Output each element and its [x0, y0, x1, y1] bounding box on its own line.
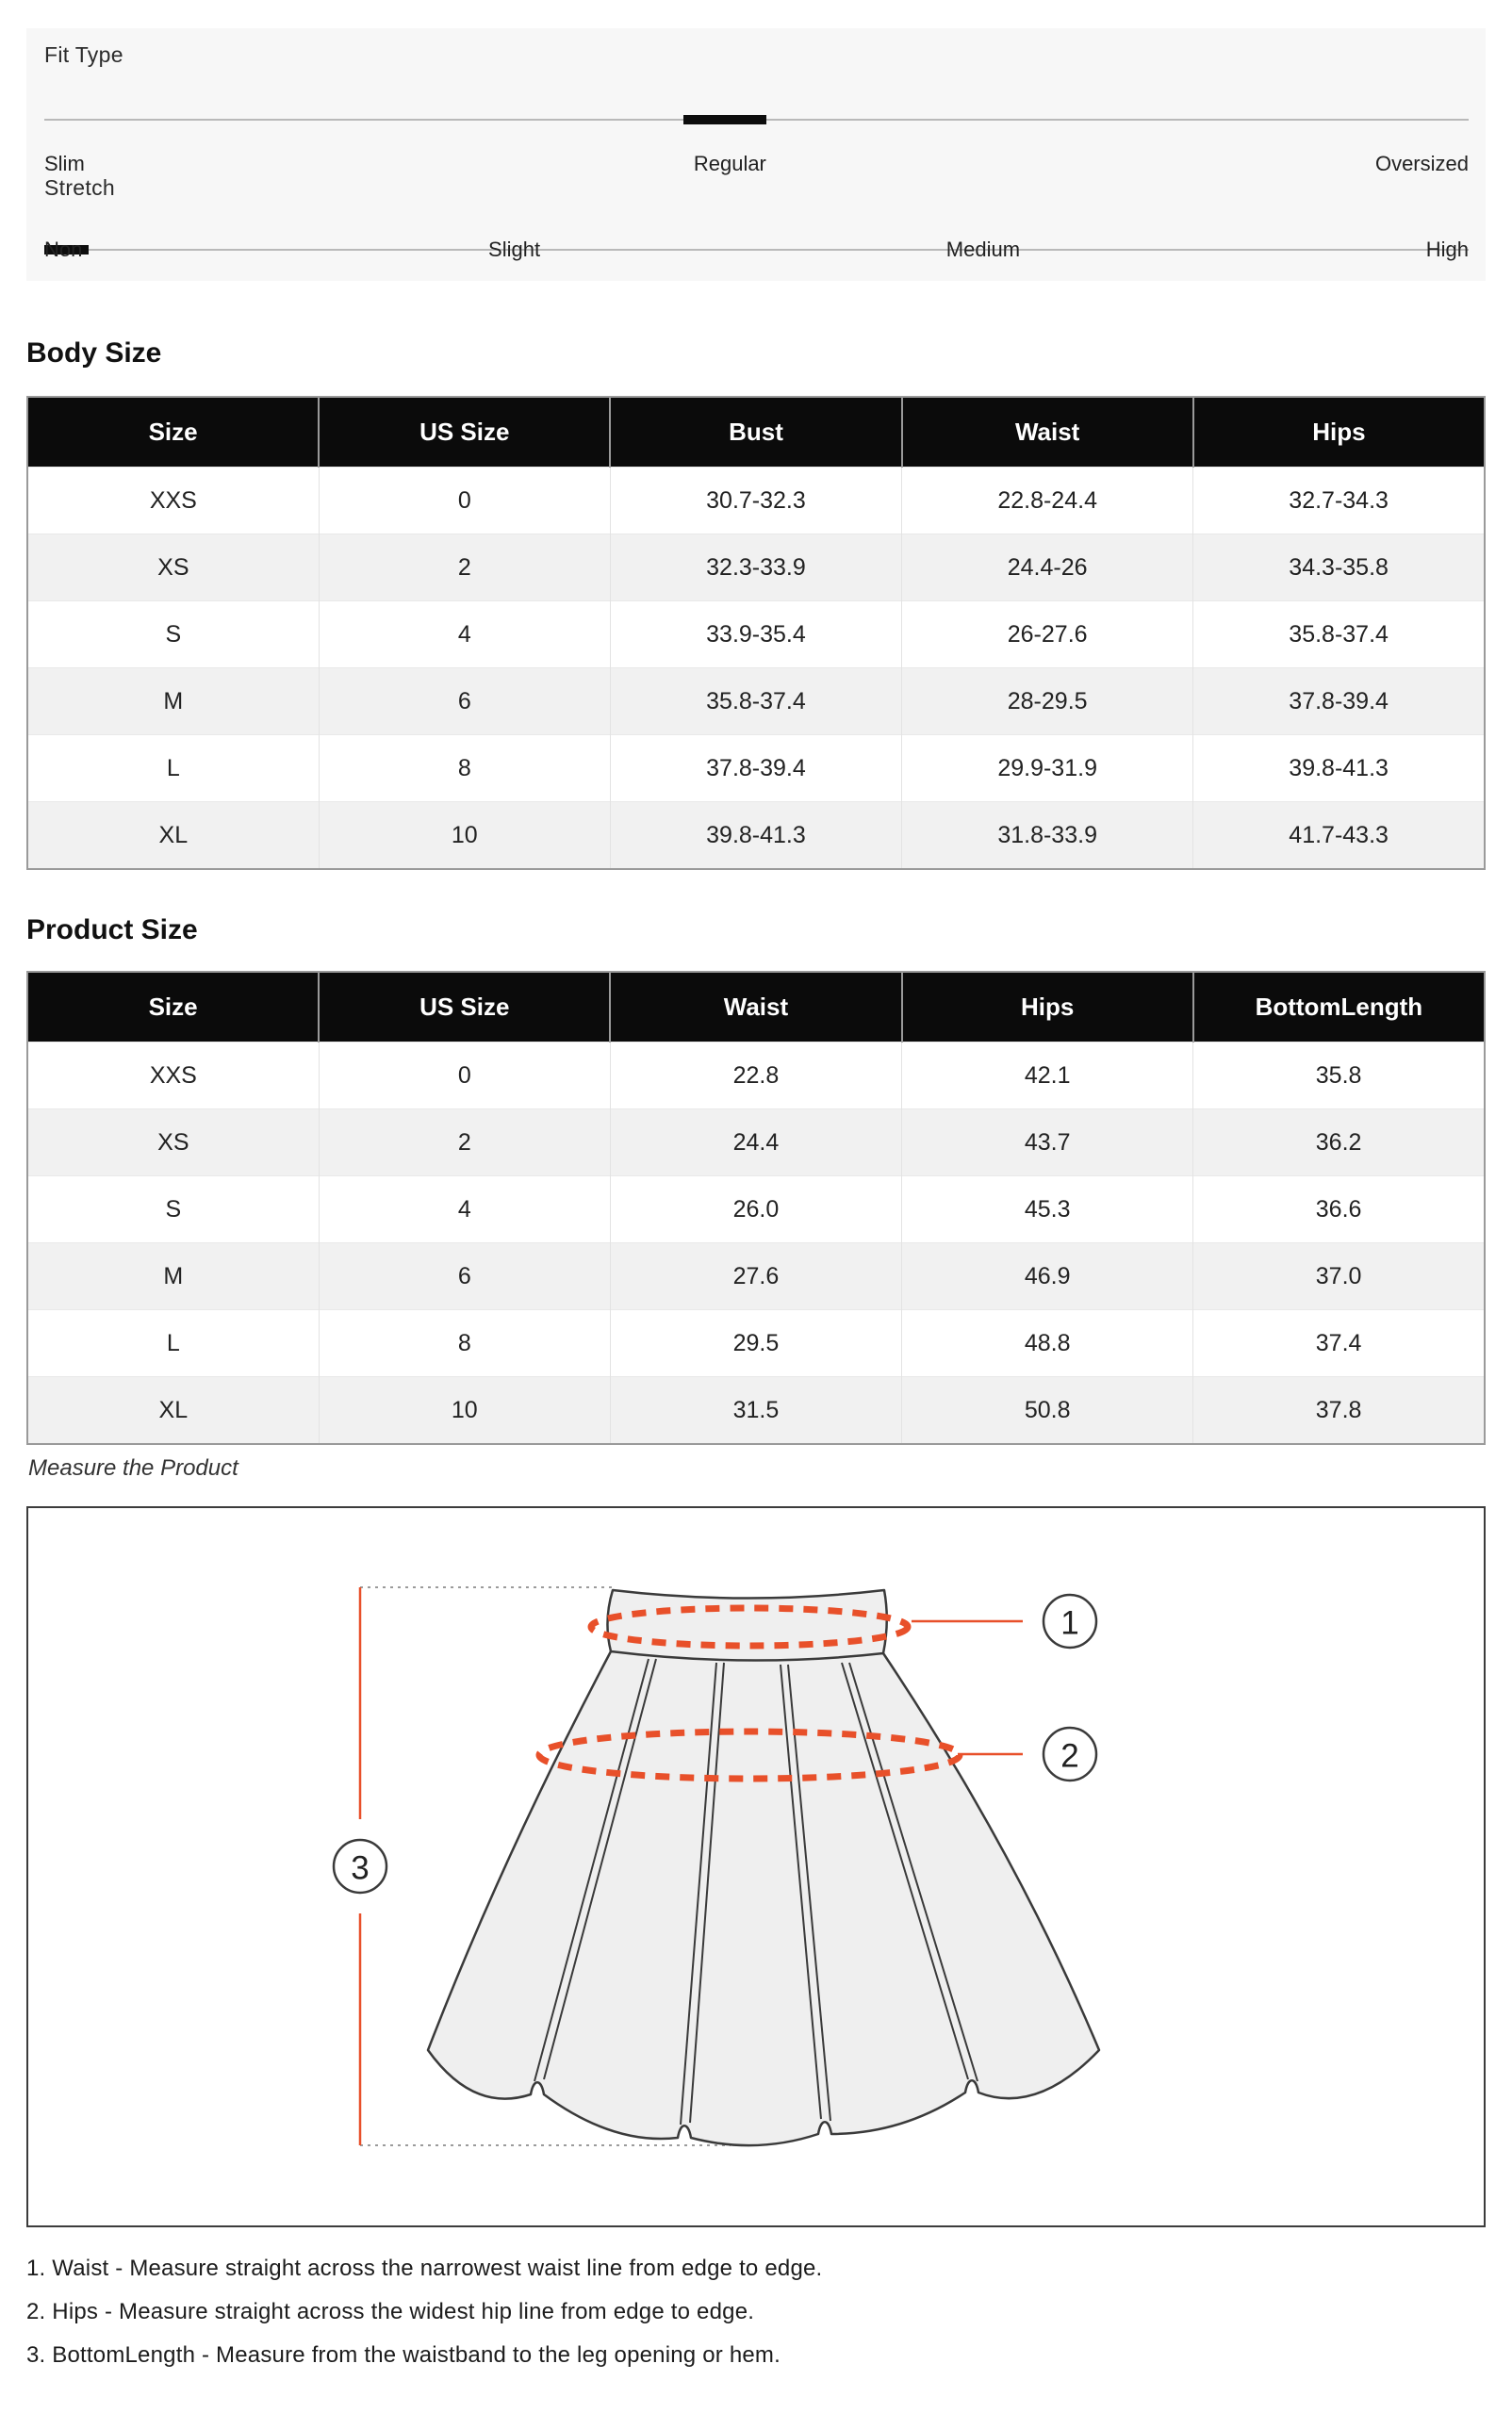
table-cell: 6	[319, 1243, 610, 1310]
skirt-diagram-svg	[28, 1508, 1484, 2225]
table-cell: 50.8	[902, 1377, 1193, 1445]
column-header: Size	[27, 972, 319, 1042]
column-header: BottomLength	[1193, 972, 1485, 1042]
table-cell: 26-27.6	[902, 601, 1193, 668]
column-header: US Size	[319, 972, 610, 1042]
table-row	[27, 1042, 1485, 1109]
measure-the-product-title: Measure the Product	[28, 1455, 238, 1481]
table-cell: XL	[27, 802, 319, 870]
column-header: US Size	[319, 397, 610, 468]
product-size-table	[26, 971, 1486, 1445]
callout-2-hips	[1044, 1728, 1096, 1781]
table-cell: 10	[319, 802, 610, 870]
table-cell: 8	[319, 1310, 610, 1377]
table-cell: 26.0	[610, 1176, 901, 1243]
skirt-body	[428, 1651, 1099, 2145]
table-cell: 37.0	[1193, 1243, 1485, 1310]
table-cell: 32.3-33.9	[610, 534, 901, 601]
table-cell: 30.7-32.3	[610, 468, 901, 534]
measurement-notes	[26, 2255, 822, 2385]
slider-option-label: Non	[44, 238, 83, 261]
table-row	[27, 668, 1485, 735]
table-cell: 33.9-35.4	[610, 601, 901, 668]
table-cell: 37.8-39.4	[1193, 668, 1485, 735]
table-cell: 32.7-34.3	[1193, 468, 1485, 534]
table-row	[27, 534, 1485, 601]
table-cell: 8	[319, 735, 610, 802]
table-cell: L	[27, 1310, 319, 1377]
skirt-waistband	[607, 1590, 886, 1661]
table-row	[27, 468, 1485, 534]
column-header: Size	[27, 397, 319, 468]
note-bottom-length: 3. BottomLength - Measure from the waistband to the leg opening or hem.	[26, 2342, 781, 2368]
table-cell: XXS	[27, 1042, 319, 1109]
stretch-label: Stretch	[44, 175, 115, 200]
table-cell: 35.8-37.4	[1193, 601, 1485, 668]
table-cell: S	[27, 601, 319, 668]
table-row	[27, 1109, 1485, 1176]
table-cell: 4	[319, 1176, 610, 1243]
table-cell: S	[27, 1176, 319, 1243]
table-cell: M	[27, 668, 319, 735]
table-row	[27, 802, 1485, 870]
note-hips: 2. Hips - Measure straight across the widest hip line from edge to edge.	[26, 2299, 755, 2324]
fit-type-slider[interactable]	[44, 119, 1469, 121]
table-cell: 36.2	[1193, 1109, 1485, 1176]
stretch-options	[44, 238, 1469, 262]
table-cell: 31.8-33.9	[902, 802, 1193, 870]
column-header: Bust	[610, 397, 901, 468]
table-cell: 22.8	[610, 1042, 901, 1109]
table-cell: 4	[319, 601, 610, 668]
table-cell: 46.9	[902, 1243, 1193, 1310]
table-cell: 29.5	[610, 1310, 901, 1377]
table-cell: 31.5	[610, 1377, 901, 1445]
table-cell: XS	[27, 1109, 319, 1176]
table-cell: 28-29.5	[902, 668, 1193, 735]
table-cell: 24.4	[610, 1109, 901, 1176]
slider-option-label: Slim	[44, 152, 85, 175]
table-cell: 43.7	[902, 1109, 1193, 1176]
body-size-title: Body Size	[26, 337, 162, 369]
table-row	[27, 601, 1485, 668]
table-cell: 10	[319, 1377, 610, 1445]
fit-type-slider-thumb[interactable]	[683, 115, 766, 124]
table-cell: 36.6	[1193, 1176, 1485, 1243]
column-header: Waist	[610, 972, 901, 1042]
slider-option-label: Medium	[945, 238, 1021, 261]
callout-3-bottom-length	[334, 1840, 386, 1893]
table-cell: XL	[27, 1377, 319, 1445]
table-row	[27, 1243, 1485, 1310]
slider-option-label: High	[1425, 238, 1469, 261]
table-row	[27, 735, 1485, 802]
slider-option-label: Slight	[488, 238, 541, 261]
table-cell: 41.7-43.3	[1193, 802, 1485, 870]
table-cell: M	[27, 1243, 319, 1310]
slider-option-label: Oversized	[1374, 152, 1469, 175]
fit-type-label: Fit Type	[44, 42, 123, 67]
callout-1-waist	[1044, 1595, 1096, 1648]
table-row	[27, 1176, 1485, 1243]
table-cell: 45.3	[902, 1176, 1193, 1243]
column-header: Waist	[902, 397, 1193, 468]
svg-text:3: 3	[351, 1849, 370, 1887]
table-cell: 2	[319, 1109, 610, 1176]
measurement-diagram	[26, 1506, 1486, 2227]
table-cell: 29.9-31.9	[902, 735, 1193, 802]
table-cell: L	[27, 735, 319, 802]
table-cell: 37.8-39.4	[610, 735, 901, 802]
table-cell: 42.1	[902, 1042, 1193, 1109]
body-size-table	[26, 396, 1486, 870]
table-cell: 6	[319, 668, 610, 735]
table-cell: 35.8-37.4	[610, 668, 901, 735]
svg-text:1: 1	[1060, 1604, 1079, 1642]
column-header: Hips	[902, 972, 1193, 1042]
table-cell: 39.8-41.3	[1193, 735, 1485, 802]
note-waist: 1. Waist - Measure straight across the narrowest waist line from edge to edge.	[26, 2256, 823, 2281]
table-cell: 22.8-24.4	[902, 468, 1193, 534]
product-size-table-header	[27, 972, 1485, 1042]
fit-type-options	[44, 152, 1469, 176]
table-cell: 0	[319, 1042, 610, 1109]
table-cell: 37.4	[1193, 1310, 1485, 1377]
svg-text:2: 2	[1060, 1737, 1079, 1775]
table-cell: 34.3-35.8	[1193, 534, 1485, 601]
table-row	[27, 1377, 1485, 1445]
table-cell: XXS	[27, 468, 319, 534]
table-row	[27, 1310, 1485, 1377]
table-cell: 39.8-41.3	[610, 802, 901, 870]
table-cell: 0	[319, 468, 610, 534]
product-size-title: Product Size	[26, 914, 198, 945]
table-cell: 48.8	[902, 1310, 1193, 1377]
table-cell: 35.8	[1193, 1042, 1485, 1109]
slider-option-label: Regular	[693, 152, 766, 175]
table-cell: 2	[319, 534, 610, 601]
table-cell: XS	[27, 534, 319, 601]
table-cell: 27.6	[610, 1243, 901, 1310]
table-cell: 37.8	[1193, 1377, 1485, 1445]
column-header: Hips	[1193, 397, 1485, 468]
table-cell: 24.4-26	[902, 534, 1193, 601]
fit-stretch-panel	[26, 28, 1486, 281]
body-size-table-header	[27, 397, 1485, 468]
